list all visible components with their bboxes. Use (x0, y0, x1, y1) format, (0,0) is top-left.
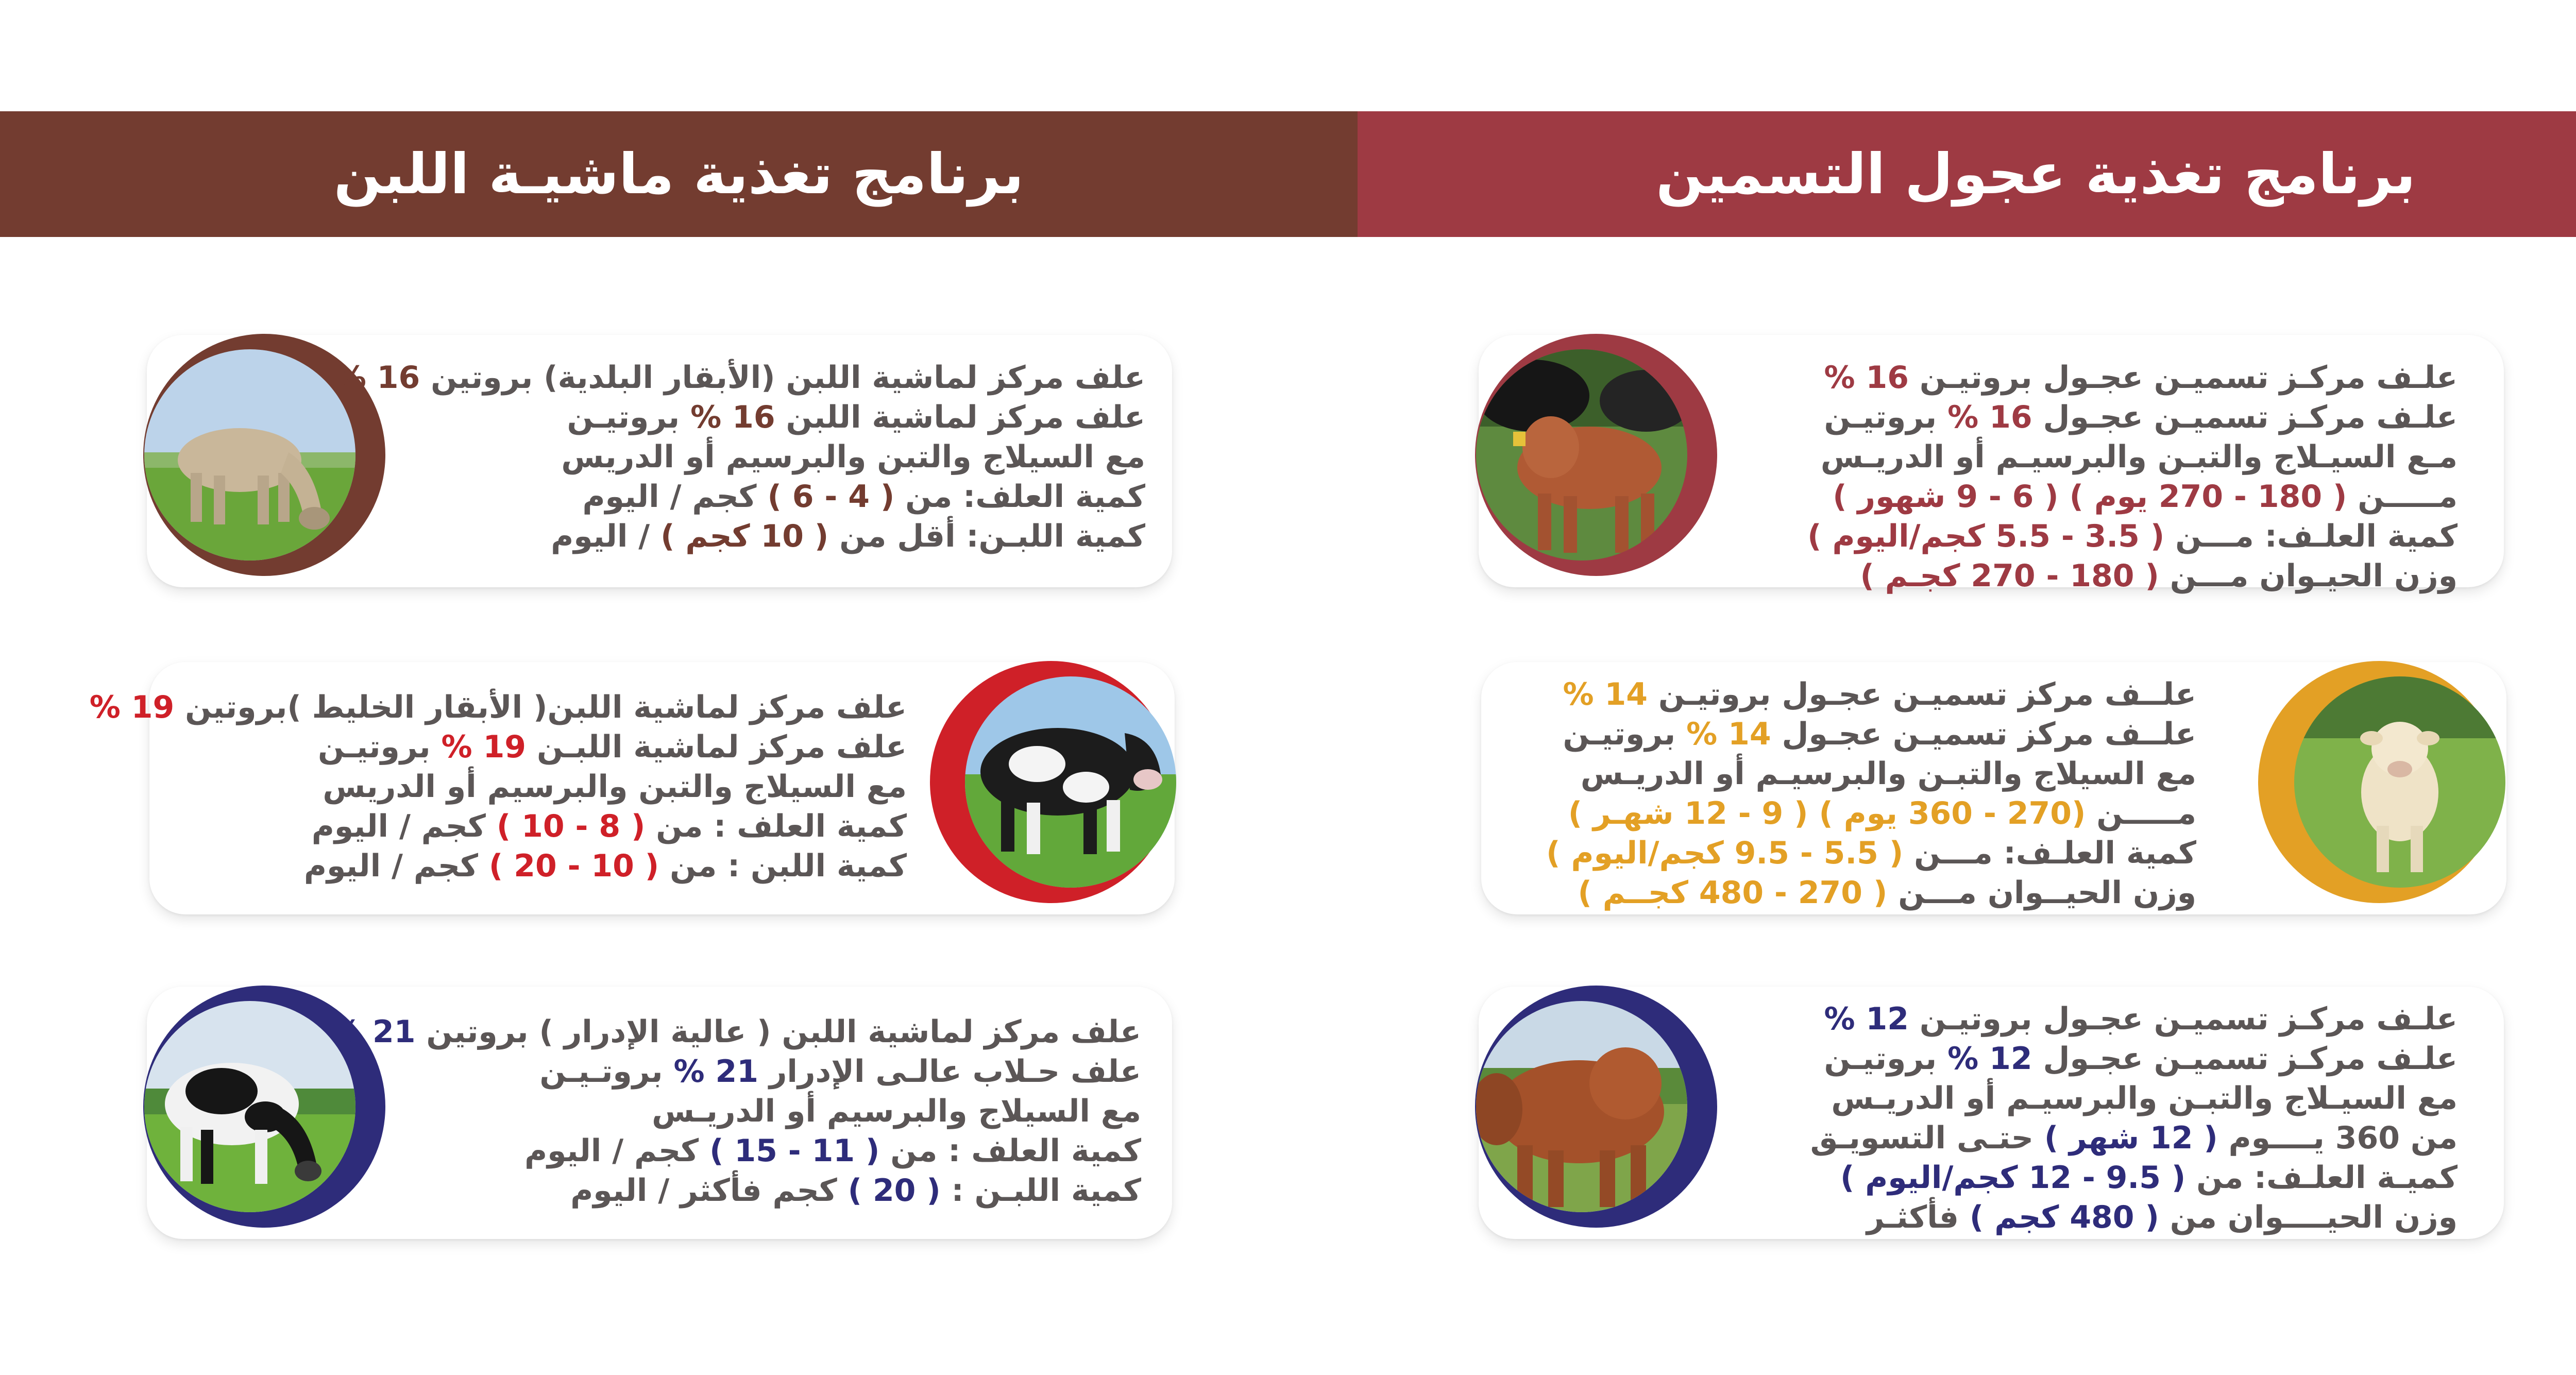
card-line: كمية العلف : من ( 11 - 15 ) كجم / اليوم (524, 1133, 1141, 1169)
fattening-header-bar (1358, 111, 2576, 237)
red-calf-photo (1476, 349, 1687, 561)
card-line: مـــــن (270 - 360 يوم ) ( 9 - 12 شهـر ) (1568, 795, 2196, 831)
card-line: من 360 يــــوم ( 12 شهر ) حتـى التسويـق (1810, 1120, 2458, 1156)
brown-cow-photo (144, 349, 355, 561)
card-line: كمية العلـف: مـــن ( 5.5 - 9.5 كجم/اليوم ) (1546, 835, 2196, 871)
dairy-card-2-text (90, 688, 907, 886)
card-line: علــف مركز تسميـن عجـول بروتيـن 14 % (1563, 676, 2196, 712)
card-line: كمية اللبن : من ( 10 - 20 ) كجم / اليوم (303, 848, 907, 884)
card-line: علـف مركـز تسميـن عجـول بروتيـن 16 % (1824, 360, 2458, 396)
card-line: كمية العلـف: مـــن ( 3.5 - 5.5 كجم/اليوم ) (1807, 518, 2458, 554)
card-line: مع السيلاج والتبـن والبرسيـم أو الدريـس (1580, 756, 2196, 792)
card-line: وزن الحيــــوان من ( 480 كجم ) فأكثـر (1867, 1199, 2458, 1235)
card-line: مع السيلاج والبرسيم أو الدريـس (652, 1093, 1141, 1129)
bull-photo (1476, 1001, 1687, 1212)
card-line: كميـة العلـف: من ( 9.5 - 12 كجم/اليوم ) (1840, 1160, 2458, 1196)
card-line: علــف مركز تسميـن عجـول 14 % بروتيـن (1563, 716, 2196, 752)
card-line: علف مركز لماشية اللبن 16 % بروتيـن (567, 399, 1145, 435)
fattening-card-2-text (1546, 675, 2196, 913)
dairy-header-bar (0, 111, 1358, 237)
card-line: علف مركز لماشية اللبن( الأبقار الخليط )بروتين 19 % (89, 689, 907, 725)
card-line: كمية العلف : من ( 8 - 10 ) كجم / اليوم (311, 808, 907, 844)
card-line: علـف مركـز تسميـن عجـول 12 % بروتيـن (1824, 1041, 2458, 1077)
card-line: مع السيلاج والتبن والبرسيم أو الدريس (323, 769, 907, 805)
card-line: مع السيـلاج والتبـن والبرسيـم أو الدريـس (1831, 1080, 2458, 1116)
card-line: كمية اللبـن: أقل من ( 10 كجم ) / اليوم (551, 518, 1145, 554)
card-line: مـع السيـلاج والتبـن والبرسيـم أو الدريـس (1820, 439, 2458, 475)
card-line: علـف مركـز تسميـن عجـول بروتيـن 12 % (1824, 1001, 2458, 1037)
fattening-card-3-text (1810, 999, 2458, 1237)
card-line: كمية العلف: من ( 4 - 6 ) كجم / اليوم (582, 479, 1145, 515)
card-line: علف مركز لماشية اللبـن 19 % بروتيـن (317, 729, 907, 765)
card-line: علف مركز لماشية اللبن ( عالية الإدرار ) بروتين 21 % (331, 1014, 1141, 1050)
card-line: وزن الحيــوان مـــن ( 270 - 480 كجــم ) (1578, 875, 2196, 911)
dairy-program-title: برنامج تغذية ماشيـة اللبن (333, 142, 1024, 207)
card-line: كمية اللبـن : ( 20 ) كجم فأكثر / اليوم (570, 1173, 1141, 1209)
card-line: مـــــن ( 180 - 270 يوم ) ( 6 - 9 شهور ) (1833, 479, 2458, 515)
dairy-card-3-text (331, 1012, 1141, 1211)
card-line: مع السيلاج والتبن والبرسيم أو الدريس (561, 439, 1145, 475)
card-line: علف مركز لماشية اللبن (الأبقار البلدية) بروتين 16 % (335, 360, 1145, 396)
card-line: وزن الحيـوان مـــن ( 180 - 270 كجـم ) (1860, 558, 2458, 594)
dairy-card-1-text (335, 358, 1145, 556)
fattening-program-title: برنامج تغذية عجول التسمين (1656, 142, 2416, 207)
card-line: علف حـلاب عالـى الإدرار 21 % بروتـيـن (539, 1054, 1141, 1090)
holstein-cow-photo (965, 676, 1176, 888)
grazing-holstein-photo (144, 1001, 355, 1212)
white-calf-photo (2294, 676, 2505, 888)
fattening-card-1-text (1807, 358, 2458, 596)
card-line: علـف مركـز تسميـن عجـول 16 % بروتيـن (1824, 399, 2458, 435)
